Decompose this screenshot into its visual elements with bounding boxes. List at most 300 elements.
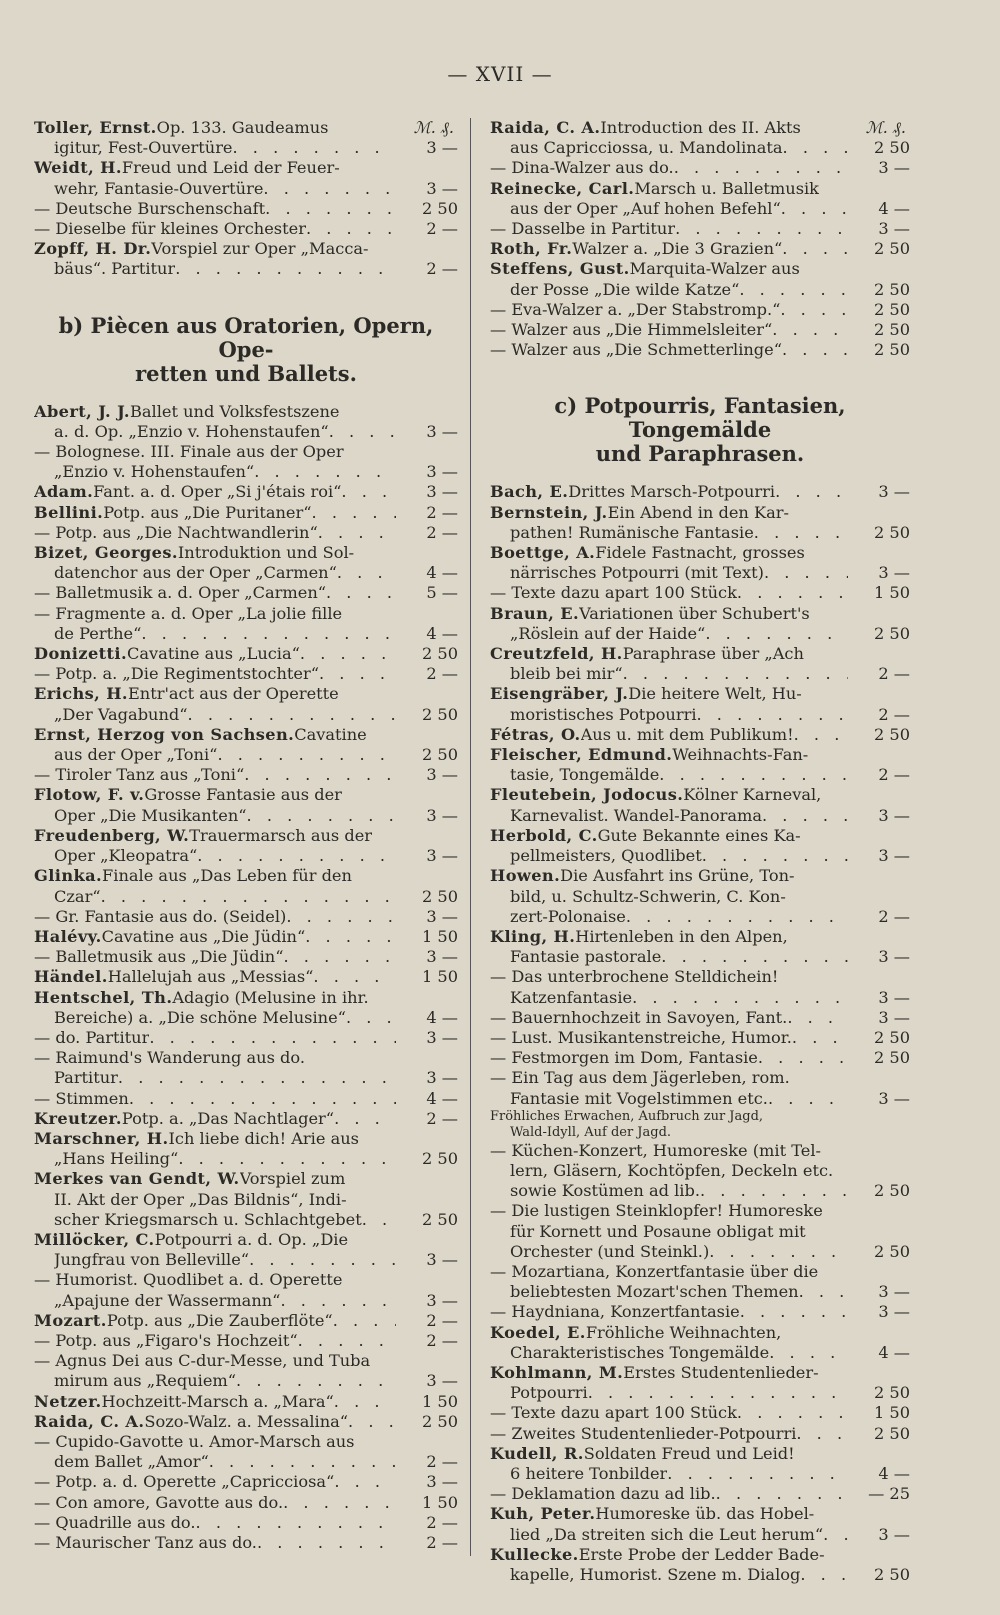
entry-text: — Mozartiana, Konzertfantasie über die [490, 1261, 819, 1281]
composer-name: Zopff, H. Dr. [34, 239, 152, 259]
entry-line [34, 118, 414, 138]
entry-text: — Das unterbrochene Stelldichein! [490, 967, 779, 987]
price: 2 50 [873, 138, 910, 158]
price: 2 50 [421, 886, 458, 906]
price: — 25 [868, 1484, 910, 1504]
dot-leader [823, 1525, 848, 1545]
left-column [34, 118, 458, 1553]
catalog-entry [34, 482, 458, 502]
entry-text: Drittes Marsch-Potpourri [568, 482, 776, 502]
composer-name: Creutzfeld, H. [490, 644, 623, 664]
catalog-entry [490, 1323, 910, 1363]
composer-name: Toller, Ernst. [34, 118, 157, 137]
price: 2 50 [873, 340, 910, 360]
entry-line [490, 1109, 910, 1125]
entry-line [34, 1068, 458, 1088]
entry-text: Potp. aus „Die Puritaner“ [103, 502, 312, 522]
entry-text: — Potp. a. d. Operette „Capricciosa“ [34, 1472, 335, 1492]
entry-text: Adagio (Melusine in ihr. [172, 987, 369, 1007]
entry-line [490, 745, 910, 765]
dot-leader [700, 1181, 848, 1201]
catalog-entry [490, 158, 910, 178]
entry-text: Partitur [54, 1068, 118, 1088]
dot-leader [217, 745, 396, 765]
entry-line [490, 583, 910, 603]
entry-line [490, 866, 910, 886]
dot-leader [300, 644, 396, 664]
price: 2 50 [873, 1027, 910, 1047]
catalog-entry [34, 543, 458, 583]
composer-name: Raida, C. A. [34, 1411, 145, 1431]
catalog-entry [490, 967, 910, 1007]
price: 2 — [426, 502, 458, 522]
catalog-entry [490, 239, 910, 259]
entry-text: — Balletmusik aus „Die Jüdin“ [34, 947, 284, 967]
entry-line [34, 1432, 458, 1452]
entry-line [34, 1331, 458, 1351]
entry-text: — Festmorgen im Dom, Fantasie [490, 1048, 758, 1068]
entry-text: für Kornett und Posaune obligat mit [510, 1221, 806, 1241]
entry-text: Humoreske üb. das Hobel- [595, 1504, 815, 1524]
entry-line [490, 1282, 910, 1302]
entry-text: — Zweites Studentenlieder-Potpourri [490, 1423, 797, 1443]
composer-name: Raida, C. A. [490, 118, 601, 137]
price: 4 — [878, 198, 910, 218]
entry-text: Ein Abend in den Kar- [607, 502, 789, 522]
catalog-entry [490, 745, 910, 785]
dot-leader [697, 705, 848, 725]
entry-line [34, 1392, 458, 1412]
price: 3 — [878, 1524, 910, 1544]
composer-name: Kling, H. [490, 926, 576, 946]
entry-text: Soldaten Freud und Leid! [583, 1443, 795, 1463]
price: 3 — [426, 805, 458, 825]
entry-line [34, 967, 458, 987]
entry-line [34, 158, 458, 178]
catalog-entry [490, 1302, 910, 1322]
composer-name: Flotow, F. v. [34, 785, 145, 805]
entry-line [490, 1545, 910, 1565]
price: 2 50 [873, 1241, 910, 1261]
entry-text: — Raimund's Wanderung aus do. [34, 1048, 306, 1068]
dot-leader [674, 158, 848, 178]
entry-line [490, 239, 910, 259]
entry-line [490, 705, 910, 725]
price: 3 — [878, 1007, 910, 1027]
entry-line [34, 1513, 458, 1533]
catalog-entry [34, 1392, 458, 1412]
composer-name: Bizet, Georges. [34, 543, 178, 563]
dot-leader [326, 583, 396, 603]
price: 4 — [878, 1463, 910, 1483]
entry-text: Grosse Fantasie aus der [144, 785, 342, 805]
composer-name: Kudell, R. [490, 1443, 584, 1463]
price: 2 — [426, 1452, 458, 1472]
dot-leader [675, 219, 848, 239]
price: 3 — [878, 805, 910, 825]
entry-line [490, 259, 910, 279]
price: 3 — [878, 563, 910, 583]
entry-line [490, 1323, 910, 1343]
entry-line [34, 1230, 458, 1250]
catalog-entry [490, 503, 910, 543]
entry-text: Potp. aus „Die Zauberflöte“ [106, 1310, 333, 1330]
entry-line [34, 1270, 458, 1290]
price: 3 — [878, 1282, 910, 1302]
price: 2 50 [873, 1383, 910, 1403]
entry-line [490, 1048, 910, 1068]
entry-text: „Röslein auf der Haide“ [510, 623, 706, 643]
entry-text: — Dasselbe in Partitur [490, 219, 676, 239]
catalog-entry [490, 118, 910, 158]
composer-name: Netzer. [34, 1391, 102, 1411]
entry-text: pathen! Rumänische Fantasie [510, 522, 754, 542]
entry-line [34, 259, 458, 279]
entry-line [34, 1129, 458, 1149]
composer-name: Bellini. [34, 502, 104, 522]
entry-text: Jungfrau von Belleville“ [54, 1250, 250, 1270]
entry-line [490, 1383, 910, 1403]
entry-text: — Potp. a. „Die Regimentstochter“ [34, 664, 319, 684]
entry-line [490, 1262, 910, 1282]
entries-raida [490, 118, 910, 360]
catalog-entry [34, 1331, 458, 1351]
entry-text: Trauermarsch aus der [189, 825, 373, 845]
entry-text: lern, Gläsern, Kochtöpfen, Deckeln etc. [510, 1160, 834, 1180]
entry-text: Vorspiel zum [239, 1169, 346, 1189]
price: 1 50 [873, 583, 910, 603]
entry-text: Oper „Die Musikanten“ [54, 805, 247, 825]
dot-leader [782, 340, 848, 360]
entry-line [490, 1424, 910, 1444]
dot-leader [280, 1291, 396, 1311]
catalog-entry [490, 219, 910, 239]
price: 5 — [426, 583, 458, 603]
price: 1 50 [421, 926, 458, 946]
entry-text: Introduction des II. Akts [600, 118, 801, 137]
entry-text: Cavatine [294, 724, 367, 744]
catalog-entry [34, 239, 458, 279]
entry-text: Hallelujah aus „Messias“ [107, 967, 314, 987]
entry-text: Ich liebe dich! Arie aus [168, 1128, 359, 1148]
dot-leader [348, 1412, 396, 1432]
dot-leader [740, 1302, 848, 1322]
entry-text: Fantasie pastorale [510, 947, 662, 967]
entry-line [34, 725, 458, 745]
entry-line [490, 1201, 910, 1221]
entry-line [34, 624, 458, 644]
composer-name: Mozart. [34, 1310, 107, 1330]
catalog-entry [490, 482, 910, 502]
entry-line [490, 118, 866, 138]
catalog-entry [490, 684, 910, 724]
composer-name: Kreutzer. [34, 1108, 122, 1128]
composer-name: Braun, E. [490, 603, 580, 623]
price: 3 — [878, 947, 910, 967]
composer-name: Eisengräber, J. [490, 684, 629, 704]
entry-line [490, 846, 910, 866]
dot-leader [782, 239, 848, 259]
entry-text: — Lust. Musikantenstreiche, Humor. [490, 1027, 792, 1047]
dot-leader [333, 1311, 396, 1331]
catalog-entry [34, 765, 458, 785]
dot-leader [709, 1242, 848, 1262]
price: 2 50 [421, 198, 458, 218]
entry-line [34, 583, 458, 603]
dot-leader [178, 1149, 396, 1169]
entry-text: Bereiche) a. „Die schöne Melusine“ [54, 1007, 346, 1027]
entry-text: Karnevalist. Wandel-Panorama [510, 805, 763, 825]
entry-line [490, 1089, 910, 1109]
price: 2 — [426, 1330, 458, 1350]
composer-name: Roth, Fr. [490, 239, 573, 259]
entry-text: — Humorist. Quodlibet a. d. Operette [34, 1270, 343, 1290]
price: 3 — [878, 1088, 910, 1108]
dot-leader [702, 846, 848, 866]
composer-name: Koedel, E. [490, 1322, 586, 1342]
entry-line [34, 705, 458, 725]
composer-name: Händel. [34, 967, 108, 987]
entry-text: Katzenfantasie [510, 987, 633, 1007]
entry-text: närrisches Potpourri (mit Text) [510, 563, 764, 583]
dot-leader [792, 1028, 848, 1048]
composer-name: Fétras, O. [490, 724, 581, 744]
price: 1 50 [421, 967, 458, 987]
entry-line [490, 1565, 910, 1585]
currency-label: ℳ. ₰. [865, 118, 906, 137]
entry-text: — Stimmen [34, 1088, 129, 1108]
entry-text: — Quadrille aus do. [34, 1512, 196, 1532]
price: 1 50 [873, 1403, 910, 1423]
entry-line [34, 563, 458, 583]
composer-name: Herbold, C. [490, 825, 598, 845]
entry-text: — Dina-Walzer aus do. [490, 158, 674, 178]
entries-a [34, 118, 458, 280]
entry-line [490, 1343, 910, 1363]
price: 2 50 [421, 704, 458, 724]
entry-line [490, 1444, 910, 1464]
dot-leader [209, 1452, 396, 1472]
entry-line [490, 684, 910, 704]
catalog-entry [34, 1089, 458, 1109]
dot-leader [265, 199, 396, 219]
entry-line [34, 179, 458, 199]
price: 3 — [426, 846, 458, 866]
price: 2 50 [873, 1181, 910, 1201]
entry-text: bild, u. Schultz-Schwerin, C. Kon- [510, 886, 786, 906]
composer-name: Fleutebein, Jodocus. [490, 785, 684, 805]
price: 2 — [426, 522, 458, 542]
catalog-entry [490, 1444, 910, 1484]
entry-line [490, 1141, 910, 1161]
price: 3 — [426, 462, 458, 482]
entry-line [34, 1008, 458, 1028]
price: 3 — [426, 1290, 458, 1310]
catalog-entry [34, 927, 458, 947]
composer-name: Kohlmann, M. [490, 1362, 624, 1382]
entry-text: — Texte dazu apart 100 Stück [490, 583, 737, 603]
catalog-entry [34, 1311, 458, 1331]
price: 4 — [426, 623, 458, 643]
catalog-entry [34, 644, 458, 664]
entry-line [490, 219, 910, 239]
dot-leader [334, 1109, 396, 1129]
dot-leader [362, 1210, 396, 1230]
entry-line [34, 826, 458, 846]
entry-text: — Dieselbe für kleines Orchester [34, 219, 306, 239]
dot-leader [781, 199, 848, 219]
entry-line [490, 563, 910, 583]
dot-leader [659, 765, 848, 785]
catalog-entry [490, 725, 910, 745]
price: 3 — [426, 178, 458, 198]
composer-name: Halévy. [34, 926, 102, 946]
entry-text: — Eva-Walzer a. „Der Stabstromp.“ [490, 299, 781, 319]
entry-text: — Fragmente a. d. Oper „La jolie fille [34, 603, 343, 623]
entry-line [34, 604, 458, 624]
price: 3 — [878, 846, 910, 866]
entry-line [34, 239, 458, 259]
price: 2 50 [873, 279, 910, 299]
catalog-entry [490, 644, 910, 684]
entry-text: Fröhliche Weihnachten, [585, 1322, 782, 1342]
entry-line [490, 644, 910, 664]
price: 4 — [426, 563, 458, 583]
composer-name: Ernst, Herzog von Sachsen. [34, 724, 295, 744]
entry-text: — Bolognese. III. Finale aus der Oper [34, 442, 344, 462]
entry-line [34, 664, 458, 684]
dot-leader [667, 1464, 848, 1484]
entry-line [34, 482, 458, 502]
entry-line [34, 1412, 458, 1432]
composer-name: Hentschel, Th. [34, 987, 173, 1007]
dot-leader [800, 1565, 848, 1585]
entry-line [490, 765, 910, 785]
entry-line [34, 927, 458, 947]
page-number: — XVII — [447, 62, 553, 86]
dot-leader [754, 523, 848, 543]
price: 3 — [878, 219, 910, 239]
dot-leader [329, 422, 396, 442]
entry-text: — Gr. Fantasie aus do. (Seidel) [34, 906, 287, 926]
dot-leader [737, 1403, 848, 1423]
dot-leader [775, 482, 848, 502]
entry-text: kapelle, Humorist. Szene m. Dialog [510, 1565, 801, 1584]
entry-text: der Posse „Die wilde Katze“ [510, 279, 740, 299]
catalog-entry [490, 1262, 910, 1302]
dot-leader [249, 1250, 396, 1270]
catalog-entry [34, 1533, 458, 1553]
price: 3 — [426, 1068, 458, 1088]
entry-line [34, 644, 458, 664]
catalog-entry [34, 1493, 458, 1513]
catalog-entry [34, 1230, 458, 1270]
dot-leader [118, 1068, 396, 1088]
catalog-entry [34, 1028, 458, 1048]
catalog-entry [490, 785, 910, 825]
entry-text: — Potp. aus „Figaro's Hochzeit“ [34, 1330, 298, 1350]
entry-text: Hirtenleben in den Alpen, [575, 926, 788, 946]
catalog-entry [490, 1048, 910, 1068]
entry-text: Aus u. mit dem Publikum! [580, 724, 794, 744]
entry-line [490, 543, 910, 563]
entry-text: a. d. Op. „Enzio v. Hohenstaufen“ [54, 421, 329, 441]
entry-text: Orchester (und Steinkl.) [510, 1241, 710, 1261]
price: 3 — [426, 765, 458, 785]
entry-line [490, 1525, 910, 1545]
catalog-entry [34, 219, 458, 239]
dot-leader [298, 1331, 396, 1351]
entry-text: Potpourri a. d. Op. „Die [154, 1229, 349, 1249]
entry-line [490, 725, 910, 745]
catalog-entry [490, 1068, 910, 1108]
dot-leader [236, 1371, 396, 1391]
entry-text: Weihnachts-Fan- [672, 745, 809, 765]
entry-line [34, 988, 458, 1008]
dot-leader [346, 1008, 396, 1028]
catalog-entry [490, 320, 910, 340]
composer-name: Reinecke, Carl. [490, 178, 635, 198]
price: 1 50 [421, 1391, 458, 1411]
entry-line [34, 138, 458, 158]
entry-text: bäus“. Partitur [54, 259, 176, 279]
price: 2 — [878, 765, 910, 785]
catalog-entry [34, 118, 458, 158]
entry-text: igitur, Fest-Ouvertüre [54, 138, 233, 158]
price: 3 — [426, 421, 458, 441]
entry-line [490, 1008, 910, 1028]
entry-text: Charakteristisches Tongemälde [510, 1342, 770, 1362]
price: 2 50 [421, 1149, 458, 1169]
catalog-entry [34, 947, 458, 967]
price: 3 — [426, 1472, 458, 1492]
price: 2 — [426, 664, 458, 684]
entry-text: Finale aus „Das Leben für den [102, 866, 352, 886]
entry-line [34, 947, 458, 967]
price: 4 — [426, 1088, 458, 1108]
entry-text: Kölner Karneval, [683, 785, 822, 805]
entry-line [34, 1028, 458, 1048]
entry-line [490, 785, 910, 805]
entries-b [34, 402, 458, 1554]
price: 2 50 [421, 644, 458, 664]
entry-text: scher Kriegsmarsch u. Schlachtgebet [54, 1209, 362, 1229]
catalog-entry [490, 866, 910, 927]
entry-line [34, 846, 458, 866]
entry-line [490, 907, 910, 927]
catalog-entry [34, 583, 458, 603]
entry-text: datenchor aus der Oper „Carmen“ [54, 563, 337, 583]
composer-name: Donizetti. [34, 644, 127, 664]
dot-leader [247, 806, 396, 826]
entry-text: 6 heitere Tonbilder [510, 1463, 668, 1483]
entry-line [490, 927, 910, 947]
entry-line [490, 1403, 910, 1423]
catalog-entry [490, 1008, 910, 1028]
dot-leader [780, 300, 848, 320]
price: 2 50 [421, 1209, 458, 1229]
entry-text: Walzer a. „Die 3 Grazien“ [572, 239, 783, 259]
price: 3 — [426, 1250, 458, 1270]
price: 2 — [426, 1108, 458, 1128]
entry-line [490, 988, 910, 1008]
dot-leader [233, 138, 396, 158]
composer-name: Marschner, H. [34, 1128, 169, 1148]
dot-leader [626, 907, 848, 927]
entry-text: Erstes Studentenlieder- [623, 1362, 819, 1382]
composer-name: Erichs, H. [34, 684, 128, 704]
dot-leader [257, 1533, 396, 1553]
